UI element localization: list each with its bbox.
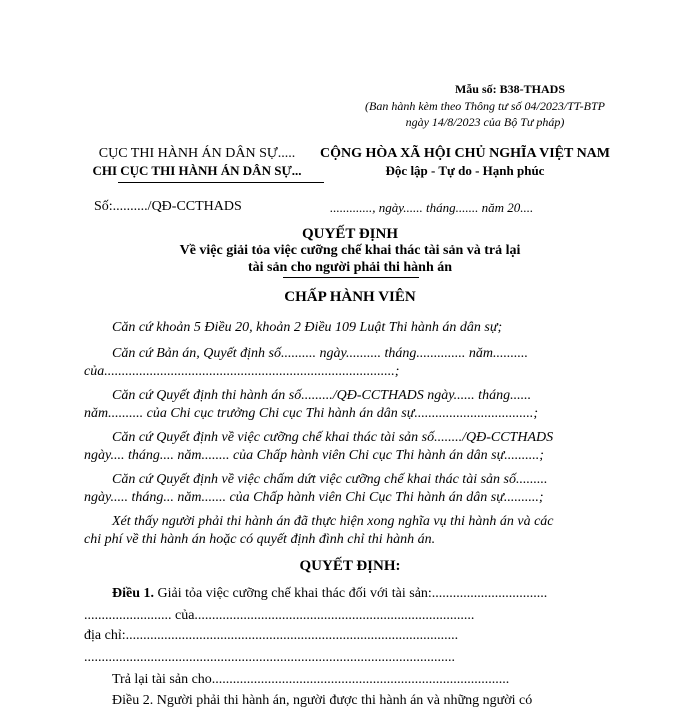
basis-judgment-cont: của...................................................................................; bbox=[84, 364, 400, 379]
basis-coercion-decision-cont: ngày.... tháng.... năm........ của Chấp hành viên Chi cục Thi hành án dân sự..........; bbox=[84, 448, 544, 463]
form-issued-line1: (Ban hành kèm theo Thông tư số 04/2023/TT-BTP bbox=[365, 99, 605, 113]
authority-title: CHẤP HÀNH VIÊN bbox=[284, 289, 416, 305]
document-date: ............., ngày...... tháng....... năm 20.... bbox=[330, 200, 534, 215]
agency-underline bbox=[118, 182, 324, 183]
nation-title: CỘNG HÒA XÃ HỘI CHỦ NGHĨA VIỆT NAM bbox=[319, 146, 610, 161]
agency-name: CHI CỤC THI HÀNH ÁN DÂN SỰ... bbox=[92, 163, 302, 178]
article-1 bbox=[112, 586, 547, 602]
article-1-text: Giải tỏa việc cưỡng chế khai thác đối với tài sản:................................. bbox=[154, 586, 548, 601]
article-1-line4: .......................................................................................................... bbox=[84, 650, 455, 665]
document-number: Số:........../QĐ-CCTHADS bbox=[94, 199, 242, 214]
basis-judgment: Căn cứ Bản án, Quyết định số.......... ngày.......... tháng.............. năm.......... bbox=[112, 346, 528, 361]
basis-coercion-decision: Căn cứ Quyết định về việc cưỡng chế khai thác tài sản số......../QĐ-CCTHADS bbox=[112, 430, 554, 445]
decision-heading: QUYẾT ĐỊNH: bbox=[299, 558, 401, 574]
basis-enforcement-decision-cont: năm.......... của Chi cục trưởng Chi cục Thi hành án dân sự..................................; bbox=[84, 406, 539, 421]
document-subject-line1: Về việc giải tỏa việc cưỡng chế khai thác tài sản và trả lại bbox=[179, 243, 521, 258]
basis-law: Căn cứ khoản 5 Điều 20, khoản 2 Điều 109 Luật Thi hành án dân sự; bbox=[112, 320, 503, 335]
article-1-line2: ......................... của................................................................................ bbox=[84, 608, 475, 623]
basis-enforcement-decision: Căn cứ Quyết định thi hành án số........./QĐ-CCTHADS ngày...... tháng...... bbox=[112, 388, 532, 403]
subject-underline bbox=[283, 277, 419, 278]
basis-consideration: Xét thấy người phải thi hành án đã thực hiện xong nghĩa vụ thi hành án và các bbox=[112, 514, 554, 529]
basis-termination-decision: Căn cứ Quyết định về việc chấm dứt việc cưỡng chế khai thác tài sản số......... bbox=[112, 472, 548, 487]
agency-parent: CỤC THI HÀNH ÁN DÂN SỰ..... bbox=[98, 146, 296, 161]
document-title: QUYẾT ĐỊNH bbox=[302, 226, 398, 242]
basis-consideration-cont: chi phí về thi hành án hoặc có quyết định đình chỉ thi hành án. bbox=[84, 532, 436, 547]
article-1-return-line: Trả lại tài sản cho..................................................................................... bbox=[112, 672, 510, 687]
form-code: Mẫu số: B38-THADS bbox=[454, 82, 565, 96]
article-1-address: địa chỉ:............................................................................................... bbox=[84, 628, 459, 643]
nation-motto: Độc lập - Tự do - Hạnh phúc bbox=[385, 163, 545, 178]
form-issued-line2: ngày 14/8/2023 của Bộ Tư pháp) bbox=[405, 115, 565, 129]
article-1-label: Điều 1. bbox=[112, 586, 154, 601]
document-subject-line2: tài sản cho người phải thi hành án bbox=[247, 260, 453, 275]
basis-termination-decision-cont: ngày..... tháng... năm....... của Chấp hành viên Chi Cục Thi hành án dân sự..........; bbox=[84, 490, 544, 505]
article-2-partial: Điều 2. Người phải thi hành án, người được thi hành án và những người có bbox=[112, 693, 533, 708]
